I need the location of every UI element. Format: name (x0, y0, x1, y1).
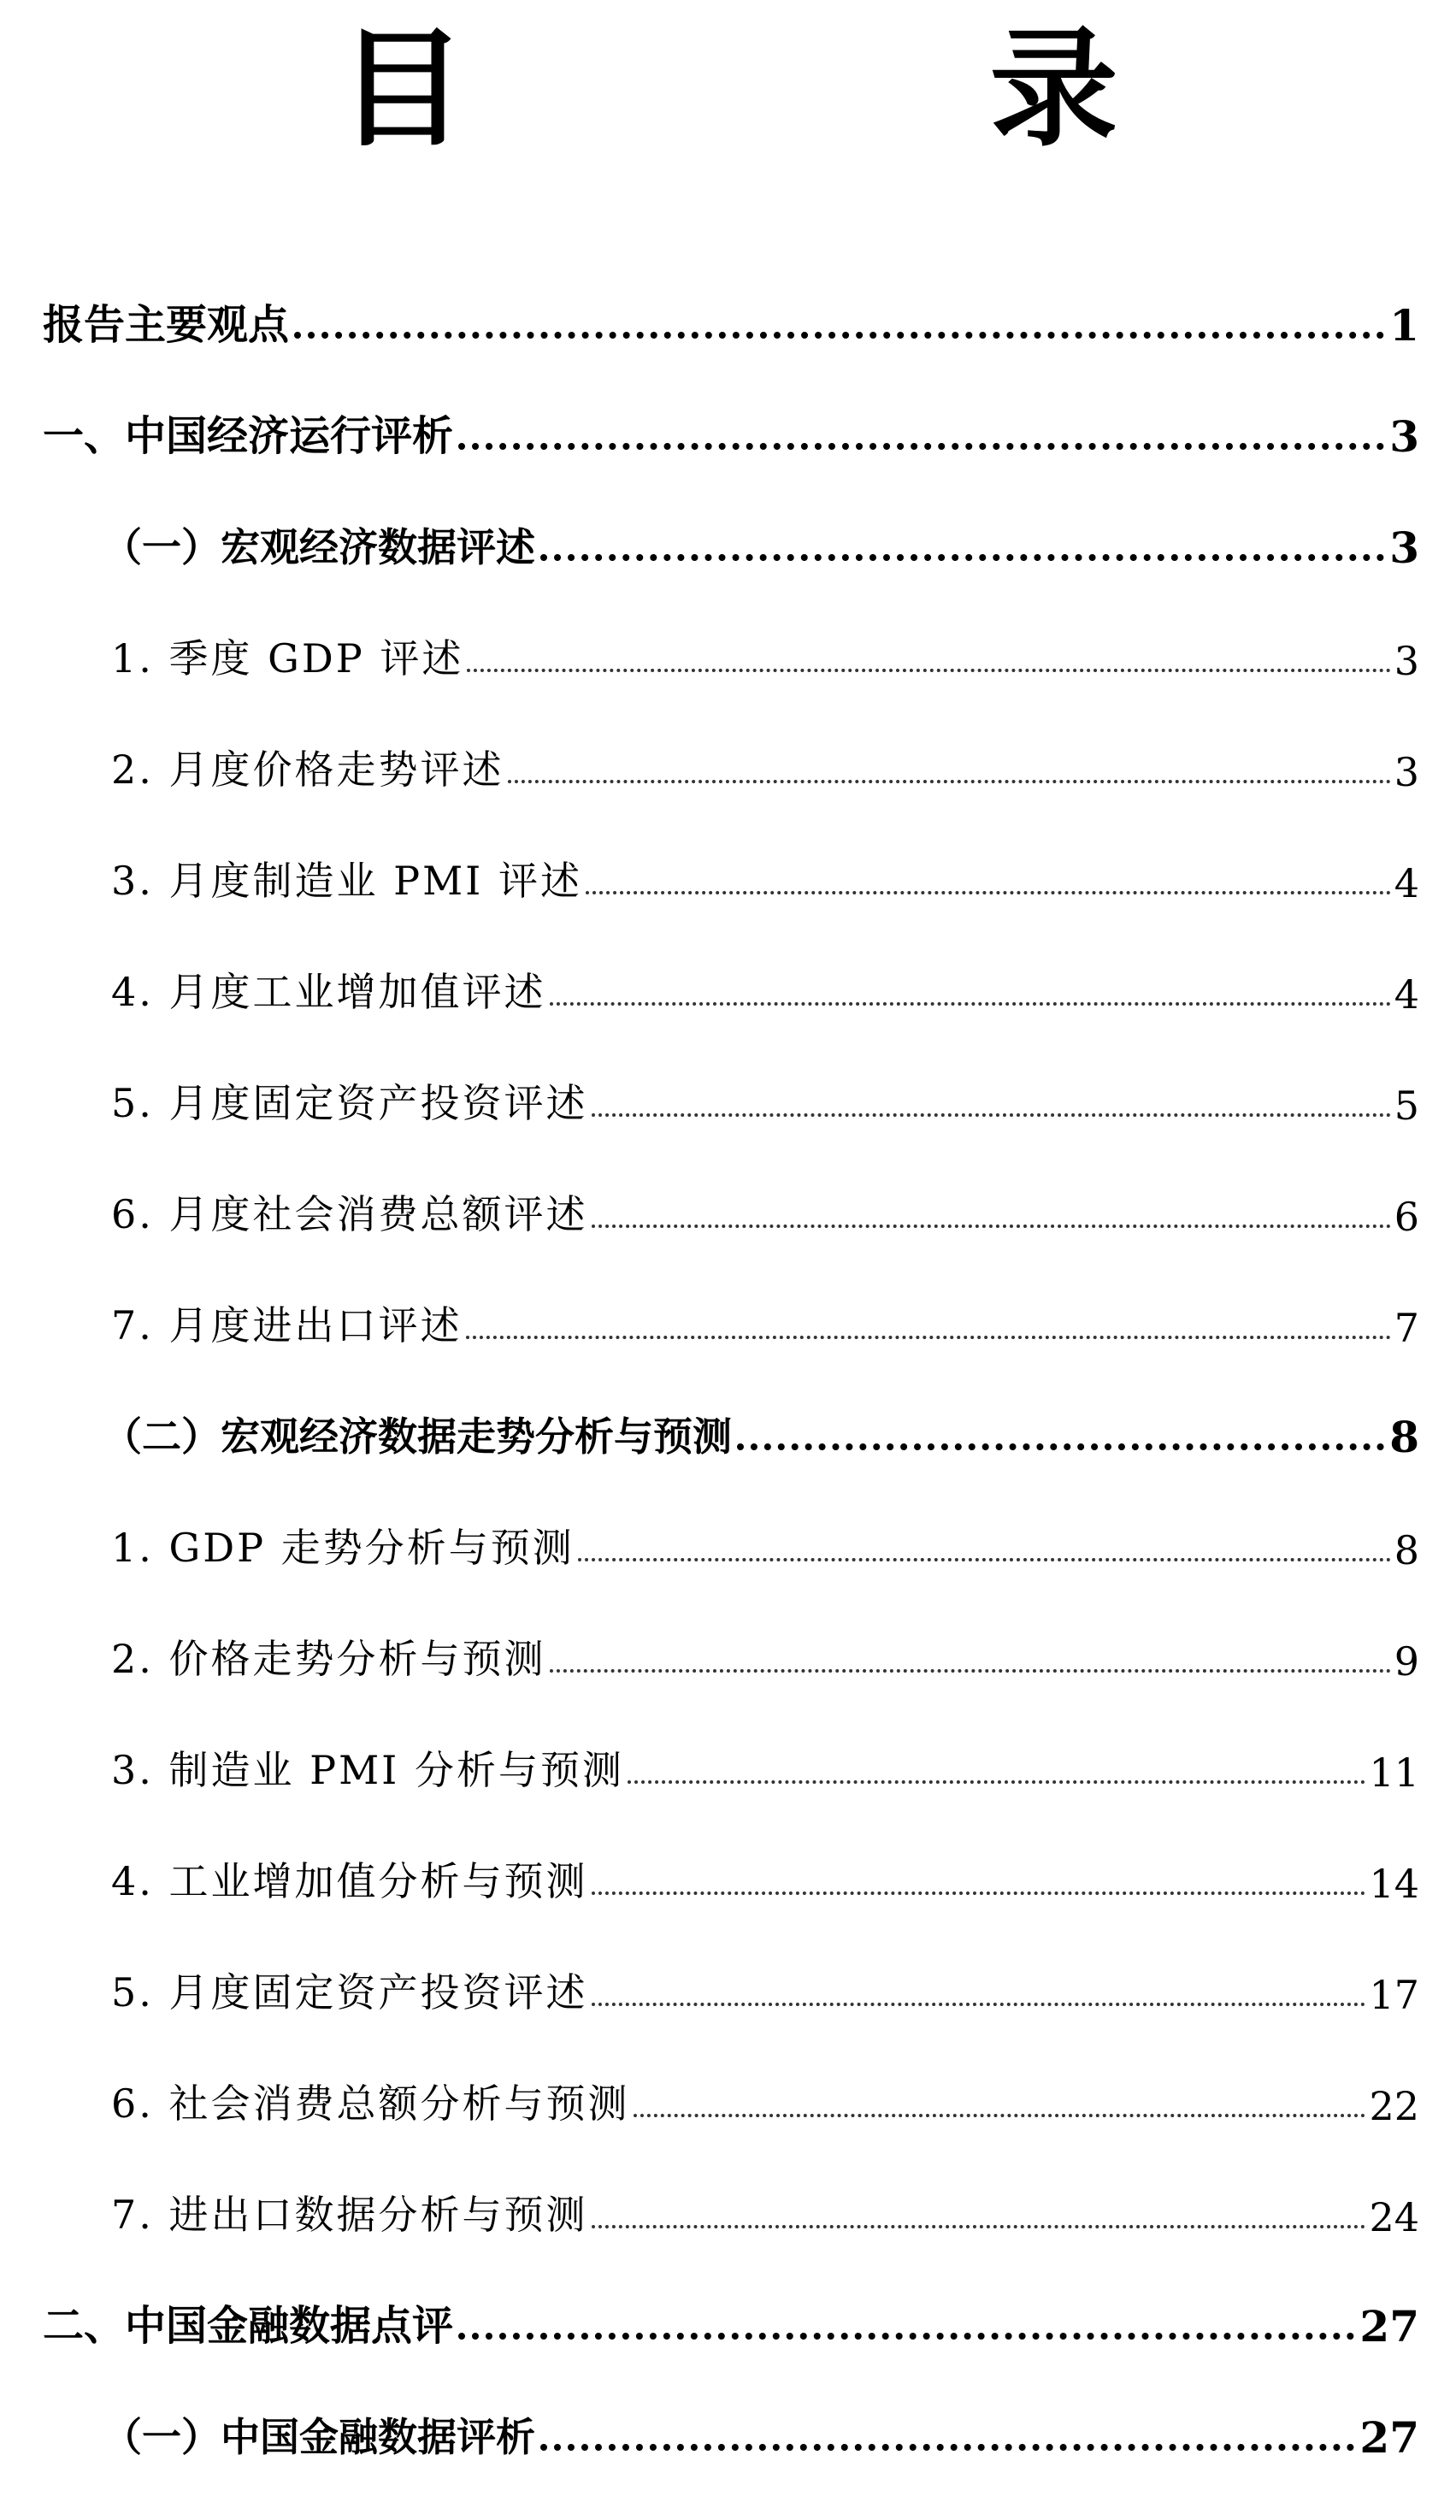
toc-page-number: 3 (1389, 522, 1419, 573)
toc-entry-item[interactable] (111, 1838, 1419, 1907)
toc-dot-leader (737, 1443, 1384, 1450)
toc-page-number: 3 (1394, 749, 1419, 795)
toc-entry-item[interactable] (111, 1950, 1419, 2018)
toc-page-number: 8 (1389, 1412, 1419, 1462)
toc-entry-item[interactable] (111, 2061, 1419, 2129)
toc-page-number: 6 (1394, 1194, 1419, 1240)
toc-entry-main-points[interactable] (43, 282, 1419, 351)
toc-page-number: 27 (1359, 2412, 1419, 2463)
toc-entry-label: 7. 月度进出口评述 (111, 1302, 463, 1349)
toc-dot-leader (294, 332, 1384, 339)
toc-dot-leader (578, 1558, 1391, 1561)
toc-page-number: 27 (1359, 2301, 1419, 2352)
toc-dot-leader (628, 1780, 1365, 1784)
toc-page-number: 7 (1394, 1305, 1419, 1351)
toc-dot-leader (458, 443, 1384, 450)
toc-entry-label: （二）宏观经济数据走势分析与预测 (103, 1413, 732, 1460)
toc-page-number: 11 (1369, 1750, 1419, 1796)
toc-entry-item[interactable] (111, 1283, 1419, 1351)
toc-title: 目 录 (338, 15, 1358, 164)
toc-entry-label: 5. 月度固定资产投资评述 (111, 1969, 588, 2015)
toc-entry-item[interactable] (111, 2172, 1419, 2240)
toc-entry-label: （一）中国金融数据评析 (103, 2414, 535, 2460)
toc-entry-label: 一、中国经济运行评析 (43, 412, 454, 460)
toc-entry-item[interactable] (111, 1616, 1419, 1685)
toc-entry-label: 2. 月度价格走势评述 (111, 747, 504, 793)
toc-entry-section-1-2[interactable] (103, 1394, 1419, 1462)
toc-dot-leader (550, 1669, 1391, 1673)
toc-dot-leader (634, 2114, 1366, 2117)
toc-dot-leader (540, 2444, 1354, 2451)
toc-dot-leader (592, 1113, 1391, 1117)
toc-entry-item[interactable] (111, 1727, 1419, 1796)
toc-page-number: 14 (1369, 1861, 1419, 1907)
toc-entry-section-2-1[interactable] (103, 2394, 1419, 2463)
toc-entry-label: 2. 价格走势分析与预测 (111, 1636, 546, 1682)
toc-entry-label: 二、中国金融数据点评 (43, 2302, 454, 2350)
toc-dot-leader (466, 1336, 1391, 1339)
toc-entry-item[interactable] (111, 949, 1419, 1018)
toc-entry-label: 6. 月度社会消费总额评述 (111, 1191, 588, 1237)
toc-entry-label: 7. 进出口数据分析与预测 (111, 2192, 588, 2238)
toc-entry-label: 4. 工业增加值分析与预测 (111, 1858, 588, 1904)
toc-dot-leader (467, 669, 1390, 672)
toc-entry-label: 1. GDP 走势分析与预测 (111, 1525, 575, 1571)
toc-entry-label: 3. 制造业 PMI 分析与预测 (111, 1747, 624, 1793)
toc-entry-item[interactable] (111, 727, 1419, 795)
toc-page-number: 5 (1394, 1083, 1419, 1129)
toc-entry-section-1[interactable] (43, 393, 1419, 462)
toc-dot-leader (592, 1891, 1366, 1895)
toc-entry-label: 1. 季度 GDP 评述 (111, 635, 464, 682)
toc-page-number: 22 (1369, 2083, 1419, 2129)
toc-entry-item[interactable] (111, 838, 1419, 906)
toc-page-number: 17 (1369, 1972, 1419, 2018)
toc-dot-leader (550, 1002, 1391, 1006)
toc-entry-item[interactable] (111, 1505, 1419, 1573)
toc-dot-leader (592, 2003, 1366, 2006)
toc-entry-item[interactable] (111, 1060, 1419, 1129)
toc-entry-label: 3. 月度制造业 PMI 评述 (111, 858, 582, 904)
toc-page-number: 3 (1389, 411, 1419, 462)
toc-page-number: 4 (1394, 971, 1419, 1018)
toc-entry-item[interactable] (111, 1171, 1419, 1240)
toc-entry-item[interactable] (111, 616, 1419, 684)
toc-page-number: 9 (1394, 1638, 1419, 1685)
toc-entry-label: 报告主要观点 (43, 301, 290, 349)
toc-entry-label: 6. 社会消费总额分析与预测 (111, 2080, 630, 2127)
toc-dot-leader (586, 891, 1391, 894)
toc-dot-leader (540, 554, 1384, 561)
toc-dot-leader (592, 2225, 1366, 2228)
toc-entry-label: （一）宏观经济数据评述 (103, 524, 535, 570)
toc-page-number: 24 (1369, 2194, 1419, 2240)
toc-dot-leader (458, 2333, 1354, 2340)
toc-page-number: 8 (1394, 1527, 1419, 1573)
toc-entry-label: 5. 月度固定资产投资评述 (111, 1080, 588, 1126)
toc-entry-section-1-1[interactable] (103, 505, 1419, 573)
toc-entry-label: 4. 月度工业增加值评述 (111, 969, 546, 1015)
toc-dot-leader (508, 780, 1391, 783)
toc-dot-leader (592, 1225, 1391, 1228)
toc-page-number: 1 (1389, 300, 1419, 351)
toc-page-number: 3 (1394, 638, 1419, 684)
toc-entry-section-2[interactable] (43, 2283, 1419, 2352)
toc-page-number: 4 (1394, 860, 1419, 906)
